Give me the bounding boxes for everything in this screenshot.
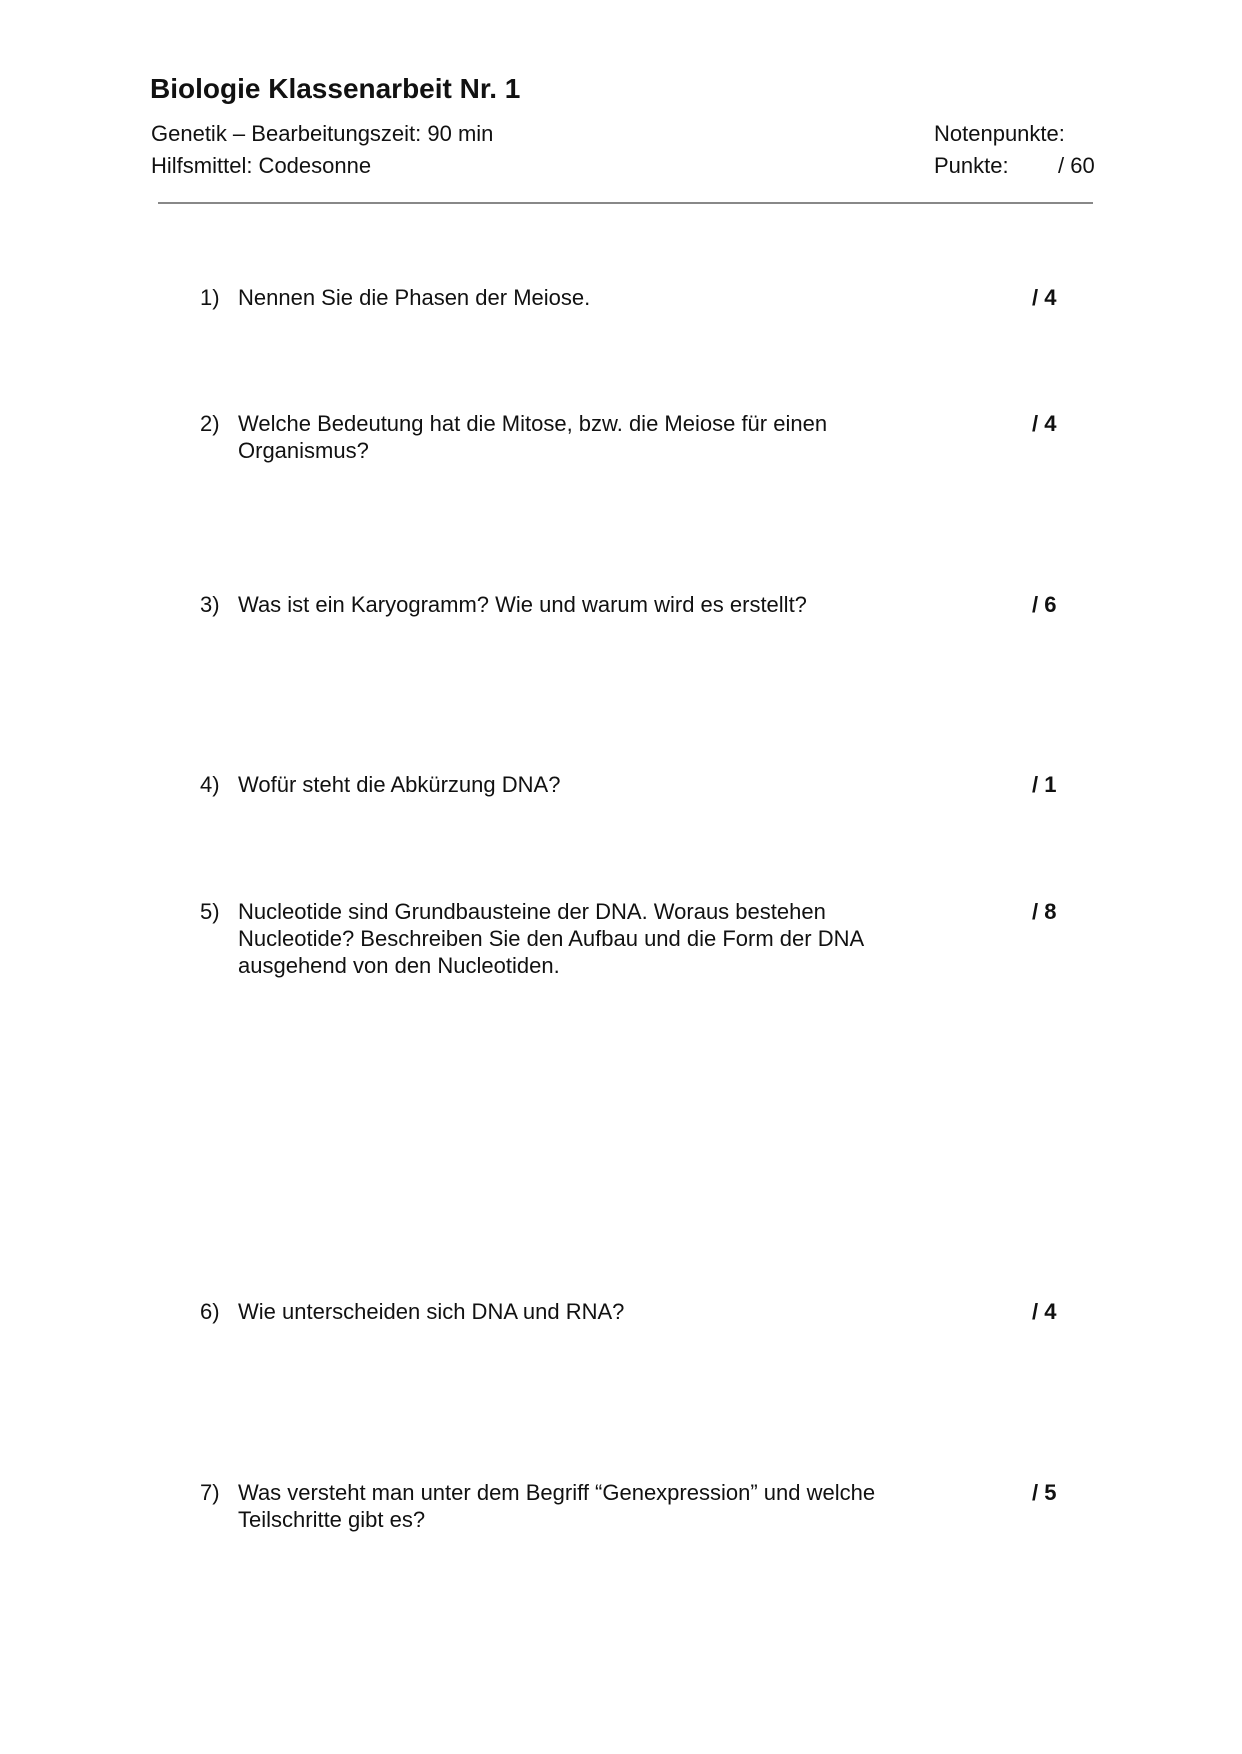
task-points: / 5 (1032, 1480, 1057, 1505)
task-number: 3) (200, 592, 220, 617)
task-number: 5) (200, 899, 220, 924)
task-points: / 8 (1032, 899, 1057, 924)
task-question: Welche Bedeutung hat die Mitose, bzw. die Meiose für einen Organismus? (238, 411, 828, 463)
task-question: Was versteht man unter dem Begriff “Genexpression” und welche Teilschritte gibt es? (238, 1480, 876, 1532)
task-question: Nucleotide sind Grundbausteine der DNA. Woraus bestehen Nucleotide? Beschreiben Sie den Aufbau und die Form der DNA ausgehend von den Nucleotiden. (238, 899, 863, 978)
task-points: / 1 (1032, 772, 1057, 797)
aids-line: Hilfsmittel: Codesonne (151, 153, 372, 178)
task-question: Was ist ein Karyogramm? Wie und warum wird es erstellt? (238, 592, 807, 617)
subject-duration-line: Genetik – Bearbeitungszeit: 90 min (151, 121, 494, 146)
task-number: 6) (200, 1299, 220, 1324)
task-question: Wie unterscheiden sich DNA und RNA? (238, 1299, 625, 1324)
task-number: 1) (200, 285, 220, 310)
task-number: 2) (200, 411, 220, 436)
task-question: Nennen Sie die Phasen der Meiose. (238, 285, 591, 310)
task-points: / 4 (1032, 285, 1057, 310)
task-points: / 4 (1032, 411, 1057, 436)
task-points: / 6 (1032, 592, 1057, 617)
exam-title: Biologie Klassenarbeit Nr. 1 (150, 73, 521, 104)
task-question: Wofür steht die Abkürzung DNA? (238, 772, 561, 797)
header-divider (158, 202, 1093, 204)
grade-points-label: Notenpunkte: (934, 121, 1065, 146)
total-points-max: / 60 (1058, 153, 1095, 178)
total-points-label: Punkte: (934, 153, 1009, 178)
task-number: 7) (200, 1480, 220, 1505)
task-number: 4) (200, 772, 220, 797)
task-points: / 4 (1032, 1299, 1057, 1324)
